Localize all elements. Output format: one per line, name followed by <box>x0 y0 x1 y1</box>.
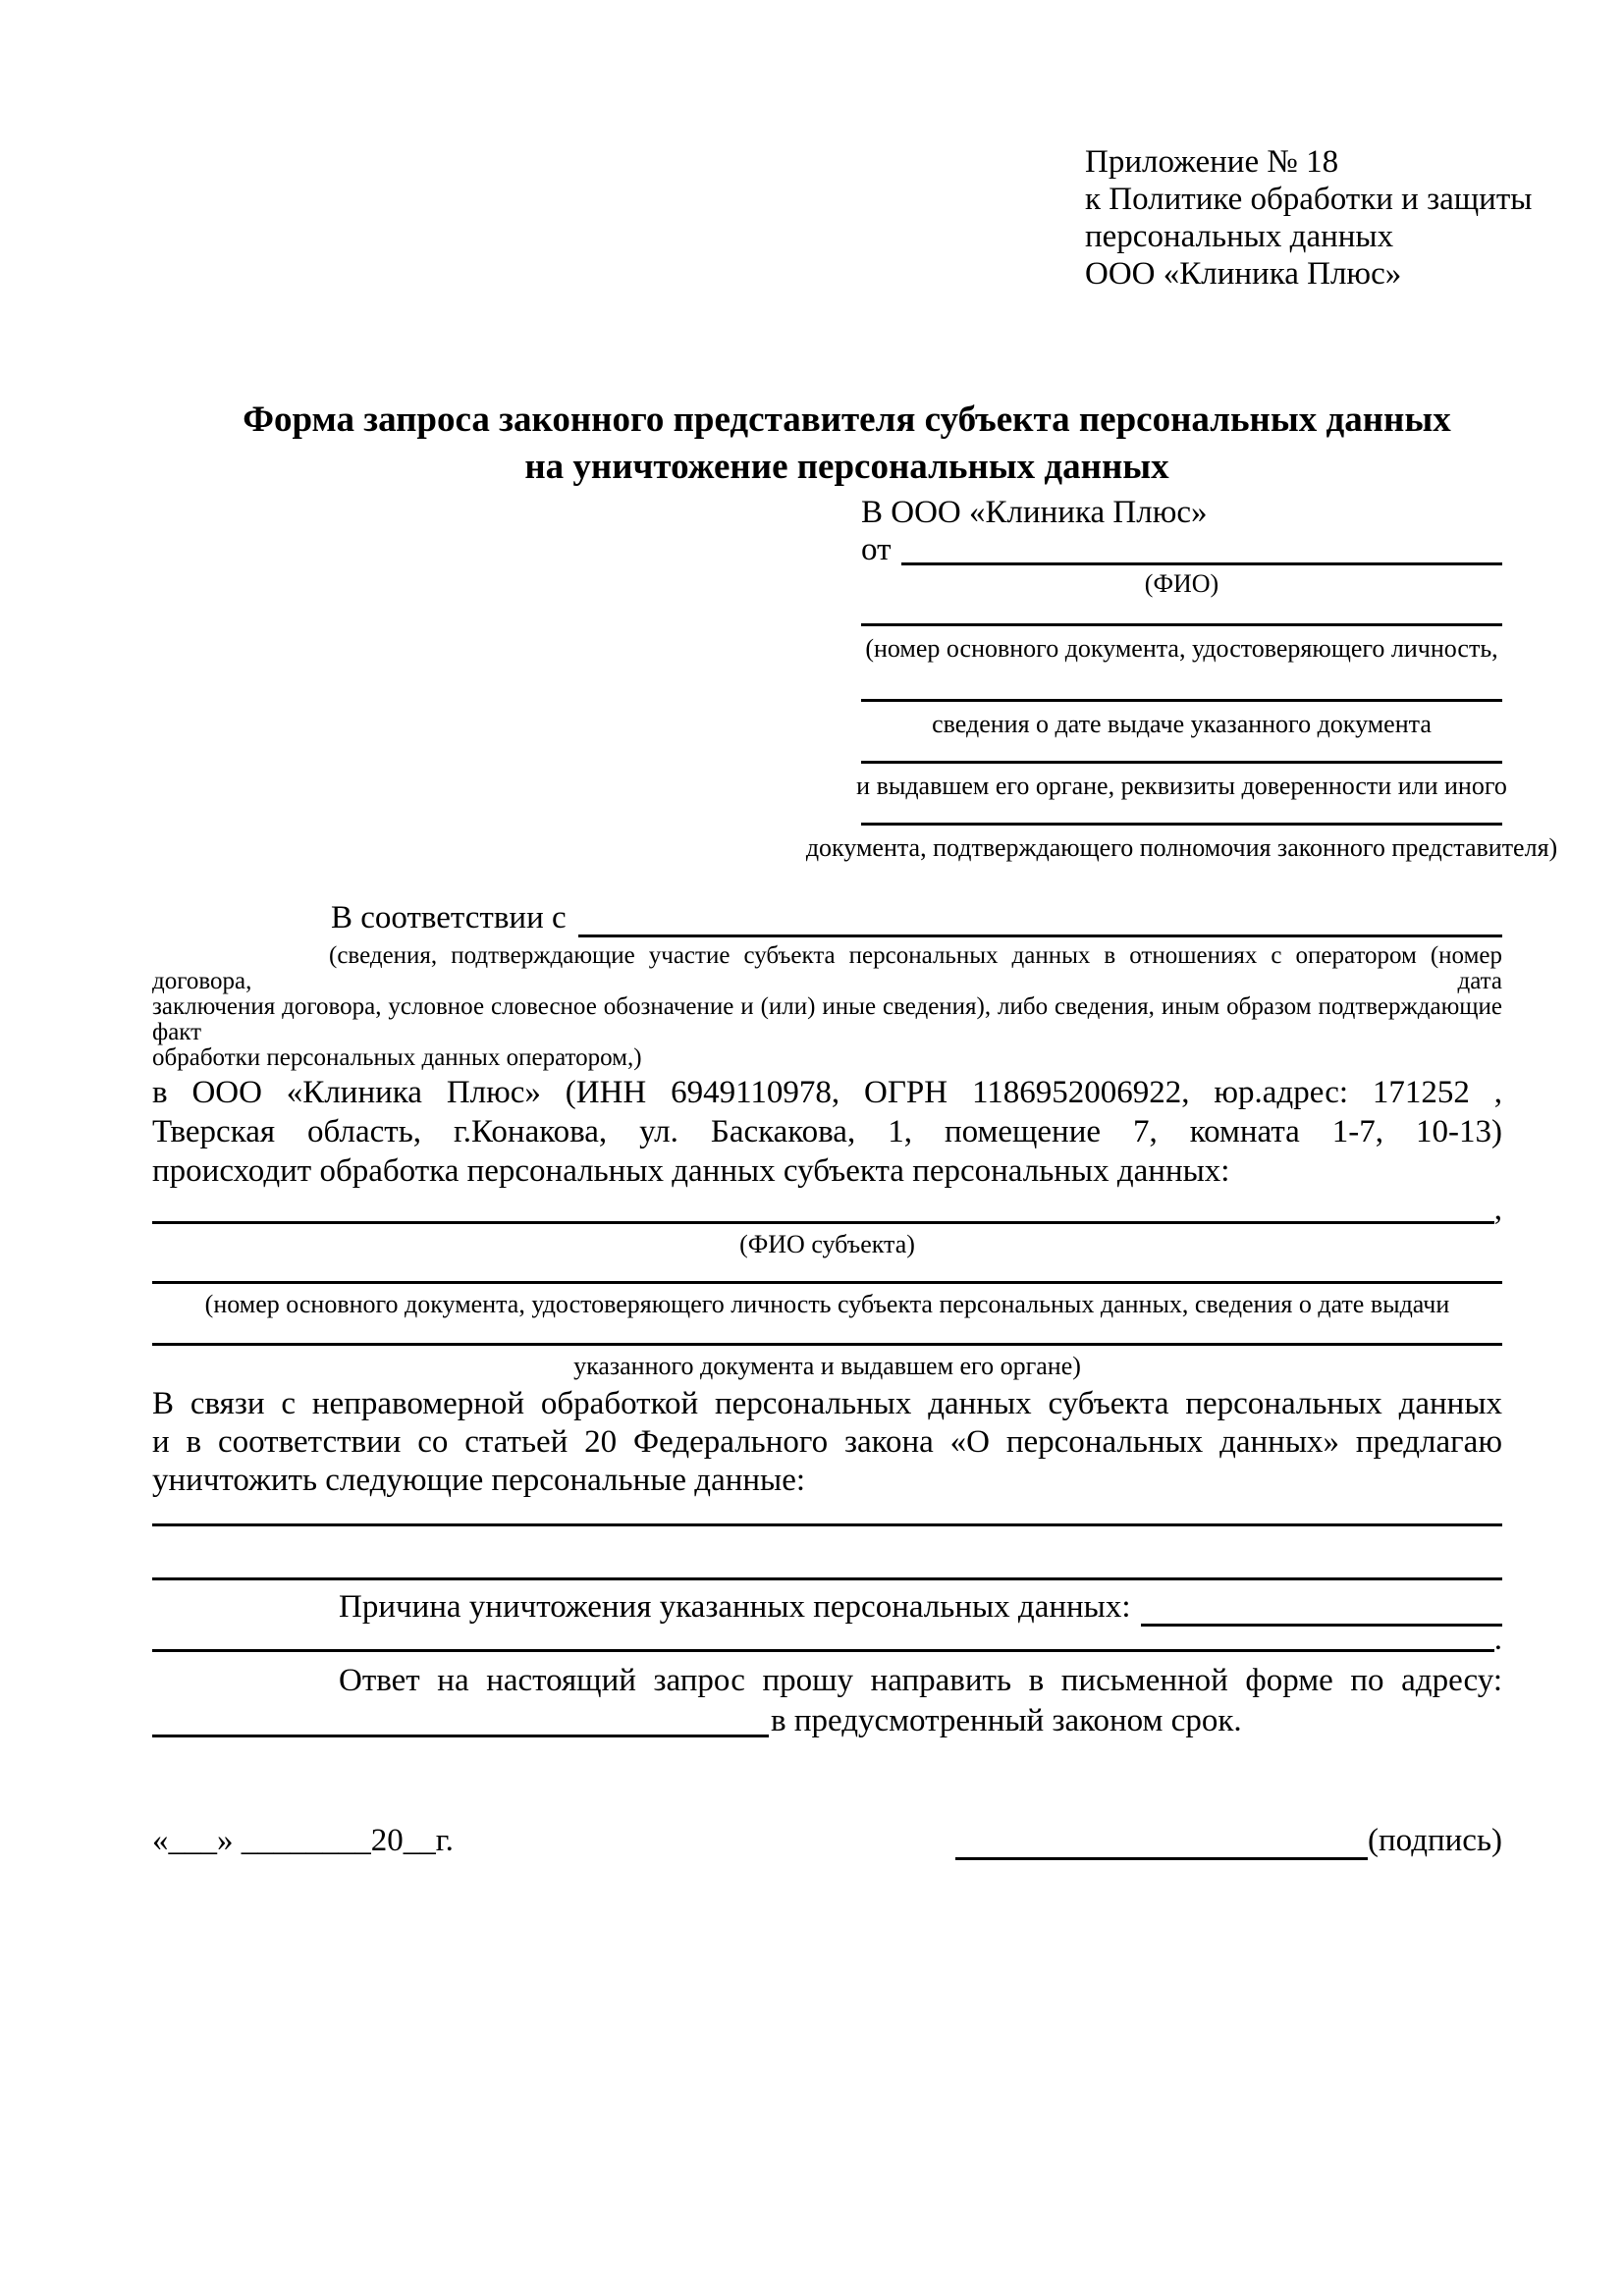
subject-fio-comma: , <box>1493 1192 1502 1227</box>
accordance-fill-line <box>578 897 1502 937</box>
from-label: от <box>861 532 892 567</box>
reason-fill-line <box>1141 1587 1502 1627</box>
reason-continuation-row <box>152 1622 1502 1657</box>
issue-date-caption-row <box>861 710 1502 739</box>
accordance-note <box>152 943 1502 1071</box>
subject-fio-caption-row <box>152 1230 1502 1259</box>
appendix-company: ООО «Клиника Плюс» <box>1085 256 1402 292</box>
operator-line3: происходит обработка персональных данных субъекта персональных данных: <box>152 1153 1230 1189</box>
operator-paragraph <box>152 1073 1502 1191</box>
addressee-block <box>805 491 1558 863</box>
operator-line2: Тверская область, г.Конакова, ул. Баскакова, 1, помещение 7, комната 1-7, 10-13) <box>152 1114 1502 1149</box>
signature-fill-line <box>955 1820 1368 1860</box>
data-to-destroy-fill-line2 <box>152 1526 1502 1580</box>
reason-period: . <box>1493 1622 1502 1657</box>
fio-fill-line <box>901 533 1503 565</box>
request-line1: В связи с неправомерной обработкой персональных данных субъекта персональных данных <box>152 1386 1502 1421</box>
subject-document-caption-line1: (номер основного документа, удостоверяющего личность субъекта персональных данных, сведения о дате выдачи <box>204 1290 1450 1318</box>
operator-line1: в ООО «Клиника Плюс» (ИНН 6949110978, ОГРН 1186952006922, юр.адрес: 171252 , <box>152 1075 1502 1110</box>
accordance-lead: В соответствии с <box>331 900 567 935</box>
issuing-authority-fill-line <box>861 739 1502 764</box>
issue-date-caption: сведения о дате выдаче указанного документа <box>932 710 1432 738</box>
issuing-authority-caption-row <box>856 772 1507 801</box>
fio-caption: (ФИО) <box>1144 569 1219 598</box>
authority-document-caption: документа, подтверждающего полномочия законного представителя) <box>805 833 1558 862</box>
accordance-note-line3: обработки персональных данных оператором,) <box>152 1044 642 1071</box>
subject-fio-fill-line <box>152 1194 1494 1224</box>
appendix-policy-line1: к Политике обработки и защиты <box>1085 182 1533 217</box>
reason-row <box>152 1588 1502 1627</box>
signature-group <box>955 1820 1502 1860</box>
answer-tail-row <box>152 1704 1502 1737</box>
subject-fio-row <box>152 1192 1502 1227</box>
subject-authority-fill-line <box>152 1321 1502 1346</box>
request-line2: и в соответствии со статьей 20 Федерального закона «О персональных данных» предлагаю <box>152 1424 1502 1460</box>
appendix-header <box>1085 143 1533 293</box>
answer-lead: Ответ на настоящий запрос прошу направить в письменной форме по адресу: <box>339 1663 1502 1698</box>
fio-caption-row <box>861 569 1502 599</box>
addressee-organization: В ООО «Клиника Плюс» <box>861 495 1208 530</box>
request-line3: уничтожить следующие персональные данные: <box>152 1463 806 1498</box>
subject-fio-caption: (ФИО субъекта) <box>739 1230 915 1258</box>
reason-continuation-fill-line <box>152 1626 1494 1652</box>
from-row <box>861 534 1502 565</box>
request-paragraph <box>152 1385 1502 1500</box>
issue-date-fill-line <box>861 664 1502 702</box>
signature-caption: (подпись) <box>1368 1823 1502 1858</box>
date-line: «___» ________20__г. <box>152 1823 454 1858</box>
subject-authority-caption-line2: указанного документа и выдавшем его органе) <box>573 1352 1081 1380</box>
appendix-number: Приложение № 18 <box>1085 144 1339 180</box>
authority-document-caption-row <box>805 833 1558 863</box>
accordance-note-line2: заключения договора, условное словесное обозначение и (или) иные сведения), либо сведения, иным образом подтверждающие факт <box>152 993 1502 1045</box>
document-number-caption-row <box>861 634 1502 664</box>
data-to-destroy-fill-line1 <box>152 1500 1502 1526</box>
accordance-note-line1: (сведения, подтверждающие участие субъекта персональных данных в отношениях с оператором (номер договора, дата <box>152 942 1502 994</box>
answer-address-fill-line <box>152 1703 769 1737</box>
subject-document-caption-row <box>152 1290 1502 1319</box>
authority-document-fill-line <box>861 801 1502 826</box>
issuing-authority-caption: и выдавшем его органе, реквизиты доверенности или иного <box>856 772 1507 800</box>
accordance-row <box>152 898 1502 937</box>
document-title <box>191 397 1502 491</box>
answer-tail-text: в предусмотренный законом срок. <box>771 1703 1242 1738</box>
subject-document-fill-line <box>152 1261 1502 1284</box>
document-number-fill-line <box>861 599 1502 626</box>
footer-row <box>152 1820 1502 1860</box>
document-title-line2: на уничтожение персональных данных <box>524 447 1169 487</box>
document-number-caption: (номер основного документа, удостоверяющего личность, <box>865 634 1498 663</box>
subject-authority-caption-row <box>152 1352 1502 1381</box>
appendix-policy-line2: персональных данных <box>1085 219 1394 254</box>
reason-label: Причина уничтожения указанных персональных данных: <box>339 1589 1131 1625</box>
document-title-line1: Форма запроса законного представителя субъекта персональных данных <box>243 400 1451 440</box>
